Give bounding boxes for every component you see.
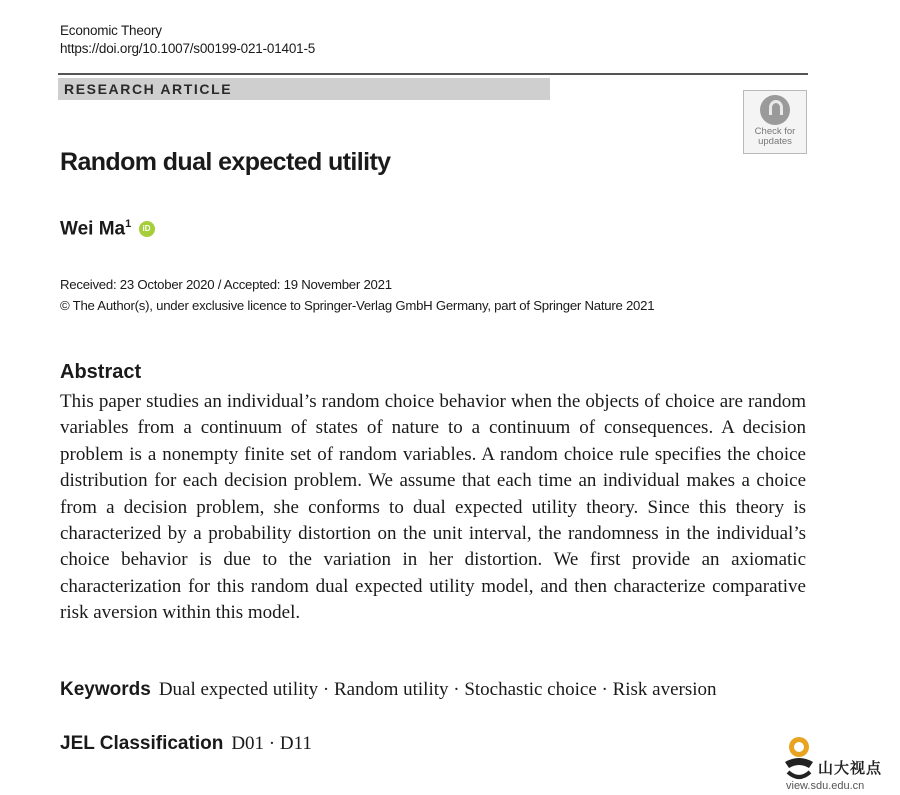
orcid-icon[interactable]: iD bbox=[139, 221, 155, 237]
abstract-heading: Abstract bbox=[60, 361, 142, 383]
keywords-label: Keywords bbox=[60, 679, 151, 700]
jel-value: D01 · D11 bbox=[231, 733, 312, 754]
abstract-text: This paper studies an individual’s random choice behavior when the objects of choice are random variables from a continuum of states of nature to a continuum of consequences. A decision problem is a nonempty finite set of random variables. A random choice rule specifies the choice distribution for each decision problem. We assume that each time an individual makes a choice from a decision problem, she conforms to dual expected utility theory. Since this theory is characterized by a probability distortion on the unit interval, the randomness in the individual’s choice behavior is due to the variation in her distortion. We first provide an axiomatic characterization for this random dual expected utility model, and then characterize comparative risk aversion within this model. bbox=[60, 391, 806, 624]
header-rule bbox=[58, 73, 808, 75]
journal-name: Economic Theory bbox=[60, 23, 162, 38]
jel-label: JEL Classification bbox=[60, 733, 224, 754]
affiliation-mark: 1 bbox=[125, 218, 132, 230]
publication-dates bbox=[60, 274, 654, 316]
keywords-line bbox=[60, 679, 717, 701]
watermark-url: view.sdu.edu.cn bbox=[786, 780, 865, 792]
author-name[interactable]: Wei Ma bbox=[60, 218, 126, 240]
watermark bbox=[782, 732, 900, 795]
refresh-bookmark-icon bbox=[760, 95, 790, 125]
copyright-line: © The Author(s), under exclusive licence to Springer-Verlag GmbH Germany, part of Springer Nature 2021 bbox=[60, 298, 655, 313]
received-accepted: Received: 23 October 2020 / Accepted: 19 November 2021 bbox=[60, 277, 392, 292]
watermark-logo-icon bbox=[782, 734, 816, 782]
badge-text: Check for updates bbox=[754, 126, 796, 147]
paper-title: Random dual expected utility bbox=[60, 148, 391, 176]
keywords-value: Dual expected utility · Random utility · Stochastic choice · Risk aversion bbox=[158, 679, 717, 700]
author-line bbox=[60, 218, 155, 240]
jel-line bbox=[60, 733, 312, 755]
article-type-band: RESEARCH ARTICLE bbox=[58, 78, 550, 100]
watermark-name: 山大视点 bbox=[818, 760, 883, 777]
journal-header bbox=[60, 22, 315, 58]
check-for-updates-button[interactable] bbox=[743, 90, 807, 154]
doi-link[interactable]: https://doi.org/10.1007/s00199-021-01401-5 bbox=[60, 41, 316, 56]
